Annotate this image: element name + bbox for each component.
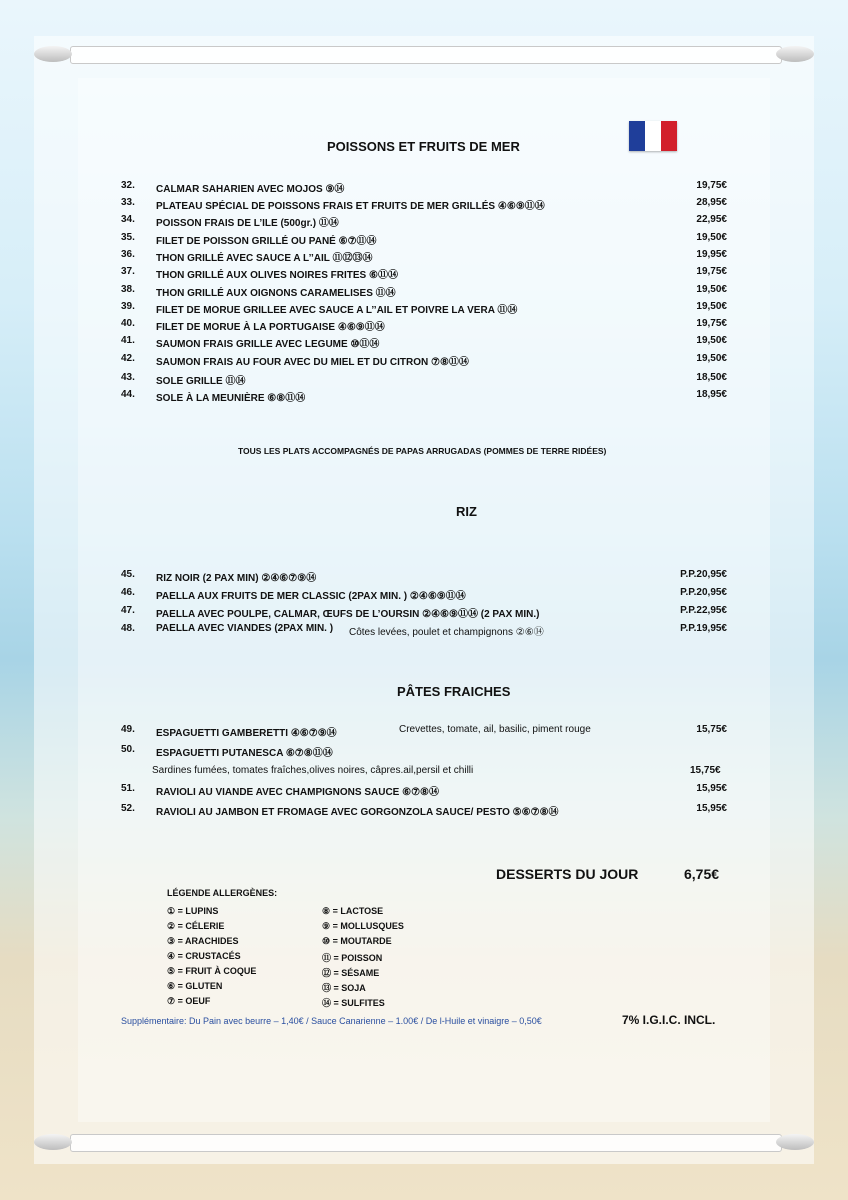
menu-item-name: THON GRILLÉ AVEC SAUCE A L’’AIL ⑪⑫⑬⑭ xyxy=(156,253,373,264)
menu-item-name: PLATEAU SPÉCIAL DE POISSONS FRAIS ET FRUITS DE MER GRILLÉS ④⑥⑨⑪⑭ xyxy=(156,201,545,212)
menu-item-description: Crevettes, tomate, ail, basilic, piment rouge xyxy=(399,724,591,735)
top-scroll-decoration xyxy=(70,46,782,64)
menu-item-row xyxy=(121,744,727,761)
menu-item-number: 51. xyxy=(121,783,135,794)
side-dish-note: TOUS LES PLATS ACCOMPAGNÉS DE PAPAS ARRUGADAS (POMMES DE TERRE RIDÉES) xyxy=(238,446,607,456)
menu-item-number: 36. xyxy=(121,249,135,260)
bottom-scroll-decoration xyxy=(70,1134,782,1152)
menu-item-price: 19,50€ xyxy=(696,335,727,346)
menu-item-number: 45. xyxy=(121,569,135,580)
allergen-legend-item: ⑫ = SÉSAME xyxy=(322,968,380,978)
menu-item-number: 41. xyxy=(121,335,135,346)
tax-note: 7% I.G.I.C. INCL. xyxy=(622,1013,716,1027)
menu-item-name: SOLE GRILLE ⑪⑭ xyxy=(156,376,246,387)
menu-item-name: THON GRILLÉ AUX OIGNONS CARAMELISES ⑪⑭ xyxy=(156,288,396,299)
menu-item-price: 19,75€ xyxy=(696,266,727,277)
menu-item-name: ESPAGUETTI PUTANESCA ⑥⑦⑧⑪⑭ xyxy=(156,748,333,759)
allergen-legend-item: ① = LUPINS xyxy=(167,906,219,916)
menu-item-price: P.P.20,95€ xyxy=(680,569,727,580)
menu-item-description: Côtes levées, poulet et champignons ②⑥⑭ xyxy=(349,627,544,638)
section-title-poissons: POISSONS ET FRUITS DE MER xyxy=(327,139,520,154)
menu-item-row xyxy=(121,318,727,335)
scroll-curl-left-bottom xyxy=(34,1134,72,1150)
menu-item-price: 19,75€ xyxy=(696,180,727,191)
menu-item-name: PAELLA AUX FRUITS DE MER CLASSIC (2PAX MIN. ) ②④⑥⑨⑪⑭ xyxy=(156,591,466,602)
allergen-legend-item: ② = CÉLERIE xyxy=(167,921,225,931)
menu-item-number: 35. xyxy=(121,232,135,243)
menu-item-name: FILET DE POISSON GRILLÉ OU PANÉ ⑥⑦⑪⑭ xyxy=(156,236,377,247)
menu-item-number: 47. xyxy=(121,605,135,616)
menu-item-name: ESPAGUETTI GAMBERETTI ④⑥⑦⑨⑭ xyxy=(156,728,337,739)
putanesca-description: Sardines fumées, tomates fraîches,olives noires, câpres.ail,persil et chilli xyxy=(152,765,474,776)
menu-item-price: 18,95€ xyxy=(696,389,727,400)
scroll-curl-right-bottom xyxy=(776,1134,814,1150)
menu-item-name: SOLE À LA MEUNIÈRE ⑥⑧⑪⑭ xyxy=(156,393,306,404)
allergen-legend-item: ⑩ = MOUTARDE xyxy=(322,936,392,946)
menu-item-number: 46. xyxy=(121,587,135,598)
menu-item-row xyxy=(121,605,727,622)
menu-item-price: 22,95€ xyxy=(696,214,727,225)
allergen-legend-title: LÉGENDE ALLERGÈNES: xyxy=(167,888,278,898)
allergen-legend-item: ⑨ = MOLLUSQUES xyxy=(322,921,404,931)
allergen-legend-item: ③ = ARACHIDES xyxy=(167,936,239,946)
menu-item-price: 18,50€ xyxy=(696,372,727,383)
menu-item-number: 39. xyxy=(121,301,135,312)
menu-item-name: RIZ NOIR (2 PAX MIN) ②④⑥⑦⑨⑭ xyxy=(156,573,317,584)
menu-item-price: 28,95€ xyxy=(696,197,727,208)
scroll-curl-left-top xyxy=(34,46,72,62)
menu-item-number: 38. xyxy=(121,284,135,295)
section-title-pates: PÂTES FRAICHES xyxy=(397,684,511,699)
menu-item-price: P.P.22,95€ xyxy=(680,605,727,616)
scroll-curl-right-top xyxy=(776,46,814,62)
menu-item-row xyxy=(121,389,727,406)
menu-item-row xyxy=(121,180,727,197)
putanesca-price: 15,75€ xyxy=(690,765,721,776)
menu-item-number: 32. xyxy=(121,180,135,191)
menu-item-number: 34. xyxy=(121,214,135,225)
menu-item-price: P.P.19,95€ xyxy=(680,623,727,634)
menu-item-number: 49. xyxy=(121,724,135,735)
menu-item-price: 15,75€ xyxy=(696,724,727,735)
menu-item-price: 19,50€ xyxy=(696,353,727,364)
menu-item-name: RAVIOLI AU VIANDE AVEC CHAMPIGNONS SAUCE ⑥⑦⑧⑭ xyxy=(156,787,440,798)
menu-item-name: THON GRILLÉ AUX OLIVES NOIRES FRITES ⑥⑪⑭ xyxy=(156,270,398,281)
menu-item-number: 52. xyxy=(121,803,135,814)
menu-item-number: 50. xyxy=(121,744,135,755)
menu-item-row xyxy=(121,623,727,640)
allergen-legend-item: ④ = CRUSTACÉS xyxy=(167,951,241,961)
menu-item-name: RAVIOLI AU JAMBON ET FROMAGE AVEC GORGONZOLA SAUCE/ PESTO ⑤⑥⑦⑧⑭ xyxy=(156,807,559,818)
menu-item-name: SAUMON FRAIS AU FOUR AVEC DU MIEL ET DU CITRON ⑦⑧⑪⑭ xyxy=(156,357,469,368)
menu-item-price: 19,75€ xyxy=(696,318,727,329)
menu-item-price: 19,95€ xyxy=(696,249,727,260)
allergen-legend-item: ⑭ = SULFITES xyxy=(322,998,385,1008)
menu-item-name: POISSON FRAIS DE L’ILE (500gr.) ⑪⑭ xyxy=(156,218,339,229)
menu-item-name: FILET DE MORUE GRILLEE AVEC SAUCE A L’’AIL ET POIVRE LA VERA ⑪⑭ xyxy=(156,305,518,316)
menu-item-row xyxy=(121,783,727,800)
menu-item-row xyxy=(121,803,727,820)
menu-item-number: 48. xyxy=(121,623,135,634)
supplement-note: Supplémentaire: Du Pain avec beurre – 1,40€ / Sauce Canarienne – 1.00€ / De l-Huile et vinaigre – 0,50€ xyxy=(121,1016,542,1026)
menu-item-row xyxy=(121,353,727,370)
section-title-riz: RIZ xyxy=(456,504,477,519)
french-flag-icon[interactable] xyxy=(629,121,677,151)
menu-item-number: 43. xyxy=(121,372,135,383)
allergen-legend-item: ⑥ = GLUTEN xyxy=(167,981,223,991)
menu-item-name: SAUMON FRAIS GRILLE AVEC LEGUME ⑩⑪⑭ xyxy=(156,339,380,350)
menu-item-name: PAELLA AVEC VIANDES (2PAX MIN. ) xyxy=(156,623,334,634)
allergen-legend-item: ⑬ = SOJA xyxy=(322,983,366,993)
allergen-legend-item: ⑦ = OEUF xyxy=(167,996,211,1006)
menu-item-row xyxy=(121,266,727,283)
menu-item-price: P.P.20,95€ xyxy=(680,587,727,598)
menu-item-row xyxy=(121,284,727,301)
menu-item-name: FILET DE MORUE À LA PORTUGAISE ④⑥⑨⑪⑭ xyxy=(156,322,385,333)
menu-item-price: 19,50€ xyxy=(696,301,727,312)
menu-item-row xyxy=(121,335,727,352)
menu-item-row xyxy=(121,724,727,741)
menu-item-row xyxy=(121,301,727,318)
menu-item-name: CALMAR SAHARIEN AVEC MOJOS ⑨⑭ xyxy=(156,184,345,195)
menu-item-row xyxy=(121,232,727,249)
menu-item-price: 19,50€ xyxy=(696,232,727,243)
menu-item-name: PAELLA AVEC POULPE, CALMAR, ŒUFS DE L’OURSIN ②④⑥⑨⑪⑭ (2 PAX MIN.) xyxy=(156,609,540,620)
menu-item-price: 15,95€ xyxy=(696,783,727,794)
menu-item-number: 42. xyxy=(121,353,135,364)
allergen-legend-item: ⑤ = FRUIT À COQUE xyxy=(167,966,257,976)
desserts-price: 6,75€ xyxy=(684,866,720,882)
menu-item-price: 15,95€ xyxy=(696,803,727,814)
menu-item-number: 37. xyxy=(121,266,135,277)
menu-item-number: 44. xyxy=(121,389,135,400)
allergen-legend-item: ⑪ = POISSON xyxy=(322,953,383,963)
menu-item-row xyxy=(121,249,727,266)
menu-item-number: 33. xyxy=(121,197,135,208)
menu-item-row xyxy=(121,587,727,604)
menu-item-price: 19,50€ xyxy=(696,284,727,295)
allergen-legend-item: ⑧ = LACTOSE xyxy=(322,906,384,916)
menu-item-row xyxy=(121,569,727,586)
menu-item-row xyxy=(121,197,727,214)
menu-item-number: 40. xyxy=(121,318,135,329)
menu-item-row xyxy=(121,214,727,231)
menu-item-row xyxy=(121,372,727,389)
desserts-label: DESSERTS DU JOUR xyxy=(496,866,639,882)
